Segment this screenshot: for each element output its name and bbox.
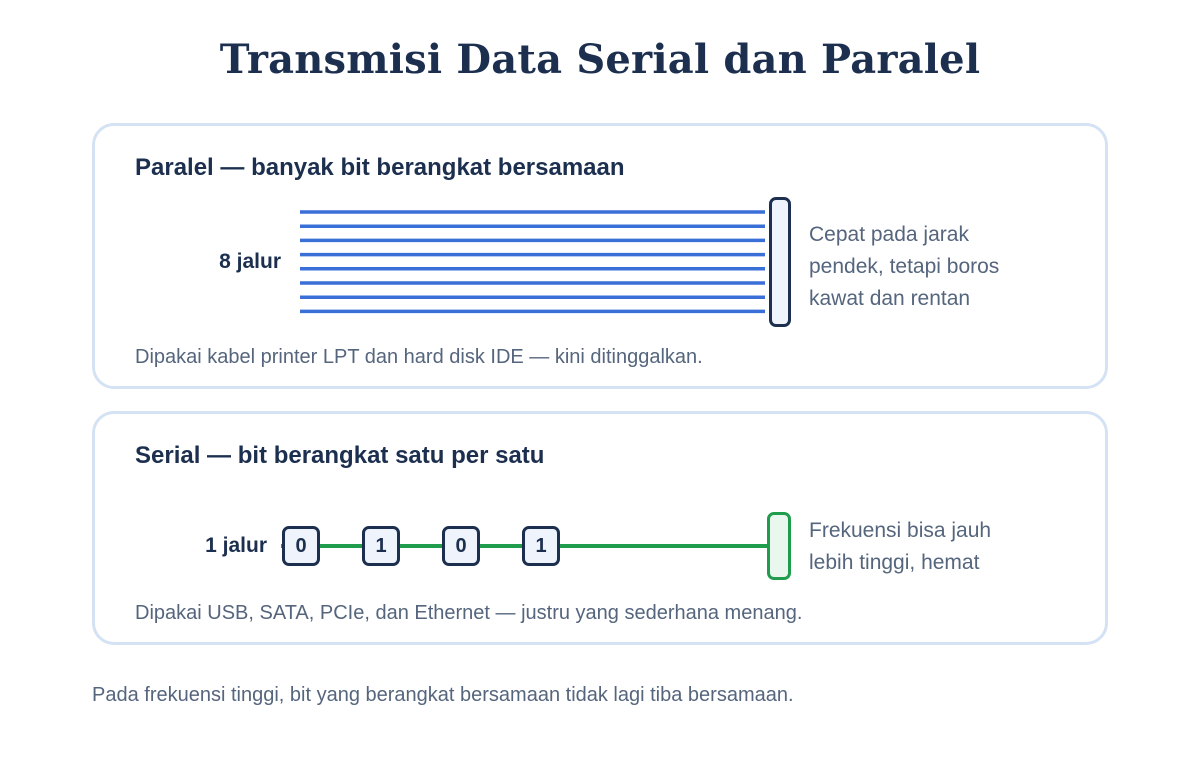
serial-footnote: Dipakai USB, SATA, PCIe, dan Ethernet — justru yang sederhana menang. xyxy=(135,602,803,624)
bottom-caption: Pada frekuensi tinggi, bit yang berangkat bersamaan tidak lagi tiba bersamaan. xyxy=(92,684,794,706)
bit-box: 1 xyxy=(522,526,560,566)
parallel-receiver xyxy=(769,197,791,327)
serial-note-line: lebih tinggi, hemat xyxy=(809,551,980,574)
serial-heading: Serial — bit berangkat satu per satu xyxy=(135,442,545,469)
parallel-footnote: Dipakai kabel printer LPT dan hard disk IDE — kini ditinggalkan. xyxy=(135,346,703,368)
serial-panel xyxy=(92,411,1108,645)
parallel-lane-label: 8 jalur xyxy=(219,250,281,273)
parallel-note xyxy=(809,219,1039,315)
bit-box: 0 xyxy=(282,526,320,566)
serial-note-line: Frekuensi bisa jauh xyxy=(809,519,992,542)
bit-box: 1 xyxy=(362,526,400,566)
parallel-note-line: pendek, tetapi boros xyxy=(809,255,1000,278)
bit-box: 0 xyxy=(442,526,480,566)
page-title: Transmisi Data Serial dan Paralel xyxy=(219,36,981,83)
serial-lane-label: 1 jalur xyxy=(205,534,267,557)
parallel-panel xyxy=(92,123,1108,389)
serial-receiver xyxy=(767,512,791,580)
parallel-heading: Paralel — banyak bit berangkat bersamaan xyxy=(135,154,625,181)
parallel-note-line: Cepat pada jarak xyxy=(809,223,969,246)
parallel-note-line: kawat dan rentan xyxy=(809,287,971,310)
serial-note xyxy=(809,515,1039,579)
